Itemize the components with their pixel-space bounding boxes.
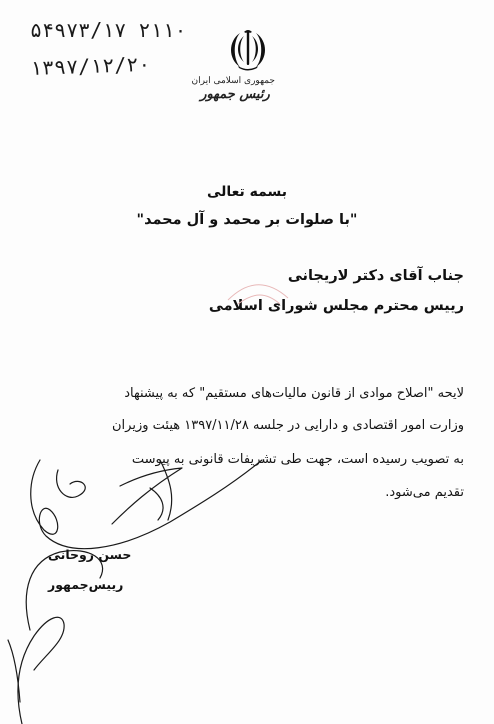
recipient-title: رییس محترم مجلس شورای اسلامی	[208, 298, 464, 314]
handwritten-signature	[0, 440, 300, 724]
recipient-name: جناب آقای دکتر لاریجانی	[287, 268, 464, 284]
invocation: بسمه تعالی	[206, 184, 288, 200]
body-line: لایحه "اصلاح موادی از قانون مالیات‌های مستقیم" که به پیشنهاد	[124, 386, 464, 401]
body-line: وزارت امور اقتصادی و دارایی در جلسه ۱۳۹۷/۱۱/۲۸ هیئت وزیران	[112, 418, 464, 433]
salutation: "با صلوات بر محمد و آل محمد"	[136, 212, 358, 228]
body-line: تقدیم می‌شود.	[385, 485, 464, 500]
iran-emblem-icon	[224, 28, 272, 72]
stamp-mark	[218, 270, 298, 310]
letterhead-org: جمهوری اسلامی ایران	[191, 76, 275, 86]
signatory-name: حسن روحانی	[48, 547, 132, 562]
body-line: به تصویب رسیده است، جهت طی تشریفات قانونی به پیوست	[131, 452, 464, 467]
signatory-title: رییس‌جمهور	[48, 577, 124, 592]
reference-number: ۵۴۹۷۳/۱۷ ۲۱۱۰	[30, 18, 187, 42]
letterhead-office: رئیس جمهور	[200, 87, 270, 102]
letterhead	[191, 76, 275, 103]
reference-date: ۱۳۹۷/۱۲/۲۰	[29, 51, 151, 80]
